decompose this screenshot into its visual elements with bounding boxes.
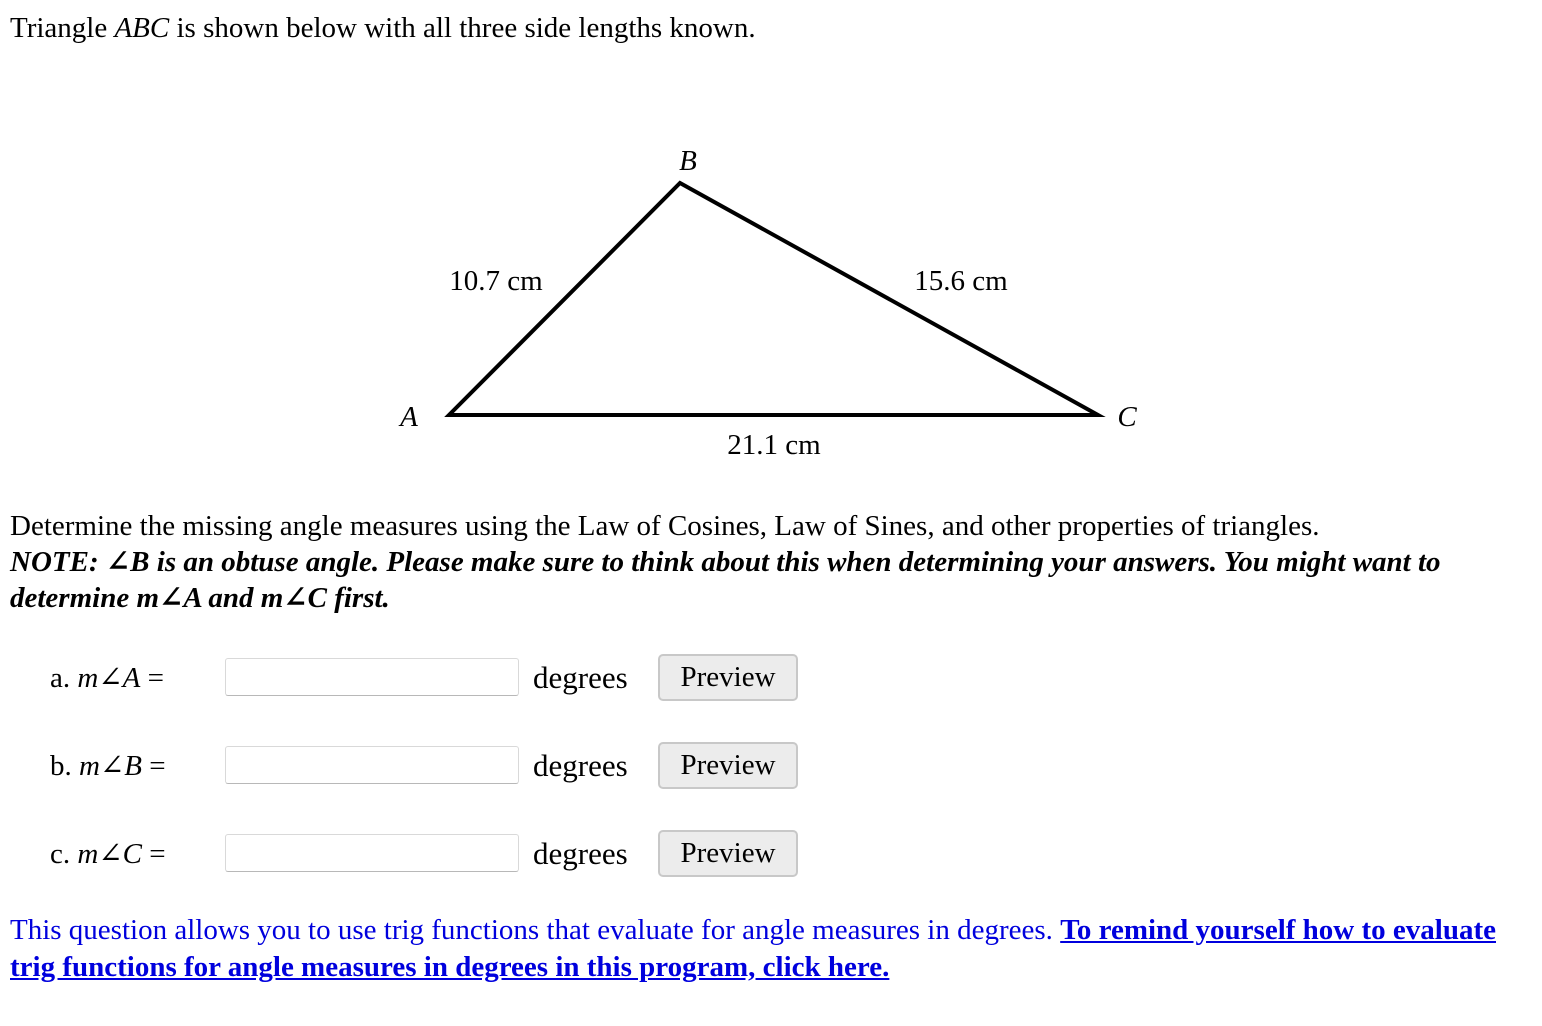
side-label-bc: 15.6 cm — [914, 265, 1008, 297]
note-label: NOTE: — [10, 546, 106, 578]
question-b-equals: = — [141, 750, 166, 782]
question-a-label — [50, 658, 164, 698]
preview-button-b[interactable]: Preview — [658, 742, 798, 789]
intro-prefix: Triangle — [10, 12, 115, 44]
triangle-name: ABC — [114, 12, 170, 44]
side-label-ac: 21.1 cm — [727, 429, 821, 461]
angle-symbol: ∠ — [283, 582, 308, 614]
question-a-prefix: a. — [50, 662, 78, 694]
question-c-prefix: c. — [50, 838, 78, 870]
question-c-unit: degrees — [533, 836, 628, 871]
note-letter-c: C — [307, 582, 327, 614]
question-a-angle: ∠ — [98, 662, 123, 694]
note-angle-letter: B — [130, 546, 150, 578]
question-c-m: m — [77, 838, 99, 870]
angle-a-input[interactable] — [225, 658, 519, 696]
question-b-unit: degrees — [533, 748, 628, 783]
question-a-unit: degrees — [533, 660, 628, 695]
note-m-c: m — [260, 582, 284, 614]
footer-note — [10, 912, 1535, 986]
side-label-ab: 10.7 cm — [449, 265, 543, 297]
question-c-equals: = — [141, 838, 166, 870]
question-a-letter: A — [122, 662, 141, 694]
note-text — [10, 544, 1530, 616]
vertex-label-c: C — [1117, 401, 1137, 433]
note-end: first. — [326, 582, 390, 614]
trig-help-link[interactable]: To remind yourself how to evaluate trig functions for angle measures in degrees in this program, click here. — [10, 914, 1496, 983]
question-c-letter: C — [122, 838, 142, 870]
note-letter-a: A — [183, 582, 202, 614]
triangle-shape — [449, 183, 1098, 415]
vertex-label-a: A — [400, 401, 418, 433]
angle-symbol: ∠ — [105, 546, 131, 578]
instructions — [10, 508, 1530, 616]
note-m-a: m — [136, 582, 160, 614]
question-a-m: m — [77, 662, 99, 694]
instructions-text: Determine the missing angle measures using the Law of Cosines, Law of Sines, and other properties of triangles. — [10, 510, 1320, 542]
question-c-angle: ∠ — [98, 838, 123, 870]
triangle-diagram — [0, 0, 1542, 480]
vertex-label-b: B — [679, 145, 697, 177]
question-b-m: m — [79, 750, 100, 782]
note-text-1: is an obtuse angle. Please make sure to think about this when determining your answers. You might want to determine — [10, 546, 1441, 614]
angle-c-input[interactable] — [225, 834, 519, 872]
question-c-label — [50, 834, 166, 874]
preview-button-c[interactable]: Preview — [658, 830, 798, 877]
preview-button-a[interactable]: Preview — [658, 654, 798, 701]
question-b-angle: ∠ — [99, 750, 125, 782]
question-b-label — [50, 746, 166, 786]
intro-suffix: is shown below with all three side lengths known. — [169, 12, 756, 44]
angle-symbol: ∠ — [159, 582, 184, 614]
angle-b-input[interactable] — [225, 746, 519, 784]
question-b-prefix: b. — [50, 750, 79, 782]
question-b-letter: B — [124, 750, 142, 782]
question-a-equals: = — [140, 662, 164, 694]
footer-text: This question allows you to use trig functions that evaluate for angle measures in degrees. — [10, 914, 1061, 946]
note-and: and — [201, 582, 261, 614]
